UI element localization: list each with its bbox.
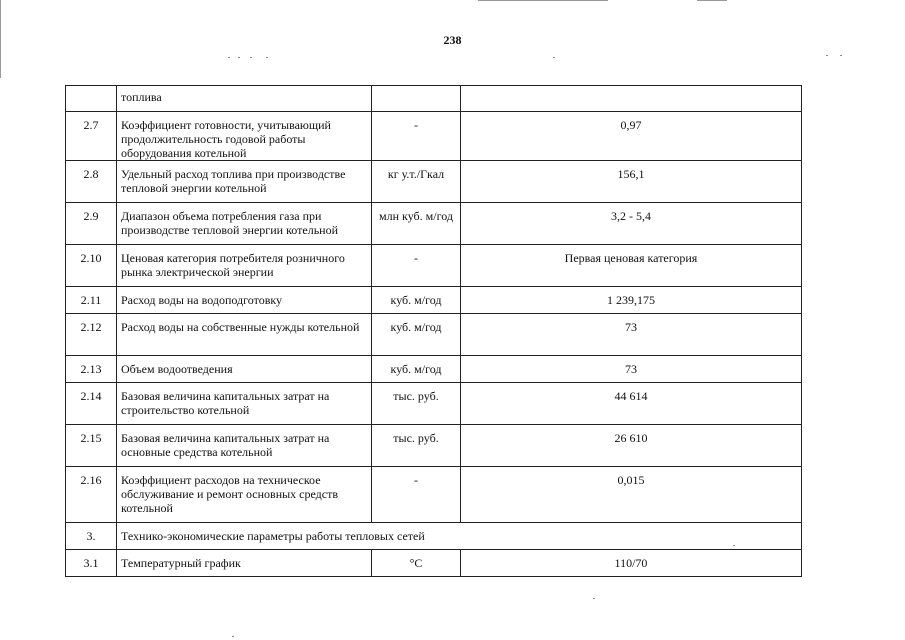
section-title: Технико-экономические параметры работы тепловых сетей xyxy=(117,523,802,550)
row-number: 3.1 xyxy=(66,550,117,577)
table-row xyxy=(66,314,802,356)
table-row xyxy=(66,550,802,577)
row-number: 2.13 xyxy=(66,356,117,383)
value-cell: 73 xyxy=(461,356,802,383)
scan-line-top-1 xyxy=(478,0,608,1)
parameters-table xyxy=(65,85,802,577)
scan-speck xyxy=(232,636,234,637)
scan-speck xyxy=(228,57,230,58)
parameter-name: Удельный расход топлива при производстве тепловой энергии котельной xyxy=(117,161,372,203)
value-cell: 0,97 xyxy=(461,112,802,161)
table-body xyxy=(66,86,802,577)
row-number xyxy=(66,86,117,112)
row-number: 2.9 xyxy=(66,203,117,245)
value-cell: 0,015 xyxy=(461,467,802,523)
scan-speck xyxy=(593,598,595,599)
parameter-name: топлива xyxy=(117,86,372,112)
page-number: 238 xyxy=(443,33,462,47)
table-row xyxy=(66,203,802,245)
value-cell: 3,2 - 5,4 xyxy=(461,203,802,245)
value-cell: 110/70 xyxy=(461,550,802,577)
parameter-name: Температурный график xyxy=(117,550,372,577)
scan-speck xyxy=(553,57,555,58)
scan-speck xyxy=(250,57,252,58)
table-row xyxy=(66,287,802,314)
value-cell xyxy=(461,86,802,112)
unit-cell: тыс. руб. xyxy=(372,383,461,425)
parameter-name: Коэффициент готовности, учитывающий продолжительность годовой работы оборудования котельной xyxy=(117,112,372,161)
parameter-name: Ценовая категория потребителя розничного рынка электрической энергии xyxy=(117,245,372,287)
unit-cell: °C xyxy=(372,550,461,577)
parameter-name: Коэффициент расходов на техническое обслуживание и ремонт основных средств котельной xyxy=(117,467,372,523)
value-cell: 156,1 xyxy=(461,161,802,203)
table-row xyxy=(66,245,802,287)
scan-speck xyxy=(238,57,240,58)
table-row xyxy=(66,161,802,203)
value-cell: 44 614 xyxy=(461,383,802,425)
table-row xyxy=(66,112,802,161)
unit-cell: млн куб. м/год xyxy=(372,203,461,245)
row-number: 2.11 xyxy=(66,287,117,314)
section-number: 3. xyxy=(66,523,117,550)
value-cell: Первая ценовая категория xyxy=(461,245,802,287)
value-cell: 73 xyxy=(461,314,802,356)
unit-cell: куб. м/год xyxy=(372,287,461,314)
table-row xyxy=(66,383,802,425)
parameter-name: Расход воды на собственные нужды котельной xyxy=(117,314,372,356)
unit-cell: - xyxy=(372,245,461,287)
parameter-name: Диапазон объема потребления газа при производстве тепловой энергии котельной xyxy=(117,203,372,245)
value-cell: 1 239,175 xyxy=(461,287,802,314)
value-cell: 26 610 xyxy=(461,425,802,467)
row-number: 2.16 xyxy=(66,467,117,523)
unit-cell: - xyxy=(372,467,461,523)
unit-cell: - xyxy=(372,112,461,161)
row-number: 2.12 xyxy=(66,314,117,356)
section-row xyxy=(66,523,802,550)
unit-cell: тыс. руб. xyxy=(372,425,461,467)
table-row xyxy=(66,467,802,523)
table-row xyxy=(66,425,802,467)
row-number: 2.10 xyxy=(66,245,117,287)
unit-cell: куб. м/год xyxy=(372,356,461,383)
unit-cell: куб. м/год xyxy=(372,314,461,356)
row-number: 2.7 xyxy=(66,112,117,161)
row-number: 2.14 xyxy=(66,383,117,425)
parameter-name: Базовая величина капитальных затрат на строительство котельной xyxy=(117,383,372,425)
parameter-name: Расход воды на водоподготовку xyxy=(117,287,372,314)
unit-cell: кг у.т./Гкал xyxy=(372,161,461,203)
row-number: 2.8 xyxy=(66,161,117,203)
table-row xyxy=(66,86,802,112)
parameter-name: Базовая величина капитальных затрат на основные средства котельной xyxy=(117,425,372,467)
row-number: 2.15 xyxy=(66,425,117,467)
scan-speck xyxy=(826,55,828,56)
table-row xyxy=(66,356,802,383)
scan-line-top-2 xyxy=(697,0,727,1)
scan-speck xyxy=(840,55,842,56)
unit-cell xyxy=(372,86,461,112)
scan-speck xyxy=(266,57,268,58)
parameter-name: Объем водоотведения xyxy=(117,356,372,383)
